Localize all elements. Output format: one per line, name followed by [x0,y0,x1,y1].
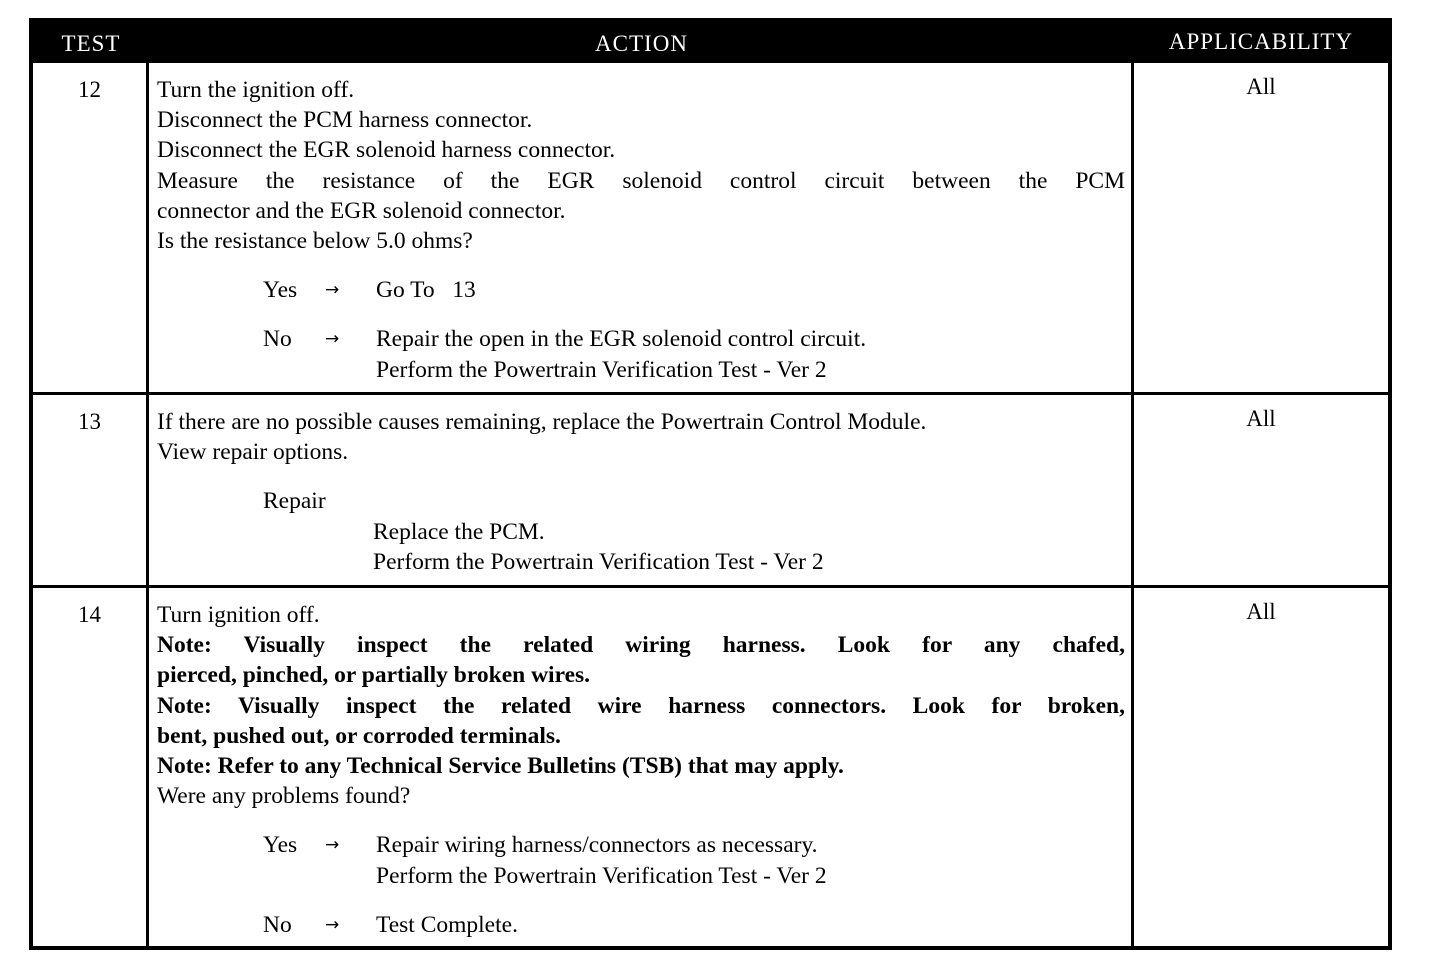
action-cell [149,395,1134,585]
test-number: 12 [33,63,149,392]
branch-label: No [263,326,292,353]
branch-label: Yes [263,832,298,859]
repair-label: Repair [263,488,326,515]
branch-label: No [263,911,292,938]
action-line: Measure the resistance of the EGR solenoid control circuit between the PCM [157,167,1125,194]
arrow-right-icon: → [325,280,340,301]
table-row [33,63,1388,395]
note-line: Note: Visually inspect the related wire harness connectors. Look for broken, [157,692,1125,719]
branch-text: Repair the open in the EGR solenoid control circuit. [376,326,867,353]
action-line: Turn the ignition off. [157,77,355,103]
branch-yes [263,275,1125,305]
action-line: Turn ignition off. [157,602,320,628]
arrow-right-icon: → [325,914,340,935]
branch-text: Perform the Powertrain Verification Test - Ver 2 [376,356,827,383]
applicability-value: All [1246,74,1276,99]
action-line: Were any problems found? [157,783,411,810]
branch-text: Go To 13 [376,277,476,304]
note-line: Note: Refer to any Technical Service Bulletins (TSB) that may apply. [157,753,844,780]
applicability-value: All [1246,406,1276,431]
diagnostic-test-table [29,18,1392,950]
header-test: TEST [61,31,121,56]
branch-text: Perform the Powertrain Verification Test - Ver 2 [376,862,827,889]
action-line: If there are no possible causes remaining, replace the Powertrain Control Module. [157,409,927,435]
action-line: Disconnect the PCM harness connector. [157,107,533,134]
action-line: Is the resistance below 5.0 ohms? [157,228,473,255]
arrow-right-icon: → [325,329,340,350]
repair-steps [373,517,1125,577]
note-line: Note: Visually inspect the related wiring harness. Look for any chafed, [157,632,1125,659]
action-line: Disconnect the EGR solenoid harness connector. [157,137,616,164]
test-number: 14 [33,588,149,946]
action-line: connector and the EGR solenoid connector. [157,197,566,224]
header-applicability: APPLICABILITY [1168,29,1354,54]
branch-text: Repair wiring harness/connectors as necessary. [376,832,818,859]
table-header-row [33,22,1388,63]
action-cell [149,63,1134,392]
action-line: View repair options. [157,439,349,466]
test-number: 13 [33,395,149,585]
header-action: ACTION [595,31,688,56]
branch-yes [263,830,1125,890]
repair-step: Perform the Powertrain Verification Test - Ver 2 [373,548,824,575]
table-row [33,588,1388,946]
branch-no [263,324,1125,384]
branch-text: Test Complete. [376,911,518,938]
note-line: pierced, pinched, or partially broken wires. [157,662,591,689]
arrow-right-icon: → [325,835,340,856]
branch-label: Yes [263,277,298,304]
table-row [33,395,1388,588]
repair-step: Replace the PCM. [373,518,545,545]
note-line: bent, pushed out, or corroded terminals. [157,722,561,749]
branch-no [263,910,1125,940]
applicability-value: All [1246,599,1276,624]
action-cell [149,588,1134,946]
